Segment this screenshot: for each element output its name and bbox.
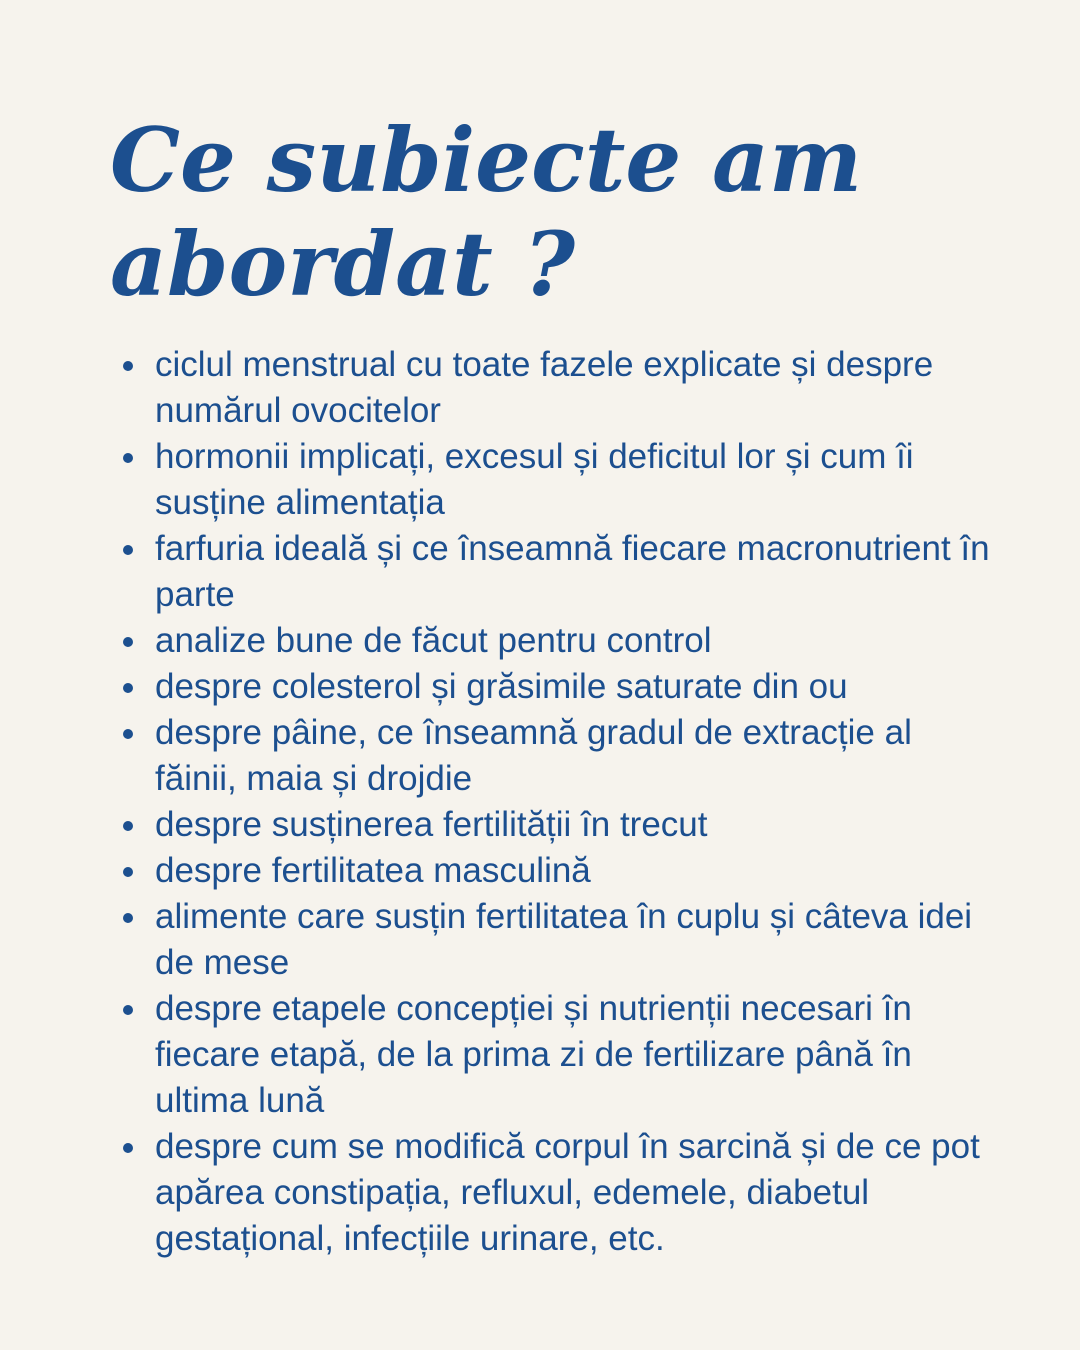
topics-list xyxy=(155,342,995,1262)
list-item-text: despre pâine, ce înseamnă gradul de extracție al făinii, maia și drojdie xyxy=(155,713,912,798)
list-item xyxy=(155,618,995,664)
list-item-text: alimente care susțin fertilitatea în cuplu și câteva idei de mese xyxy=(155,897,973,982)
page-title xyxy=(110,108,1010,316)
bullet-icon xyxy=(123,545,133,555)
list-item-text: despre fertilitatea masculină xyxy=(155,851,591,890)
list-item xyxy=(155,526,995,618)
list-item-text: despre cum se modifică corpul în sarcină și de ce pot apărea constipația, refluxul, edemele, diabetul gestațional, infecțiile urinare, etc. xyxy=(155,1127,980,1258)
bullet-icon xyxy=(123,683,133,693)
list-item-text: despre colesterol și grăsimile saturate din ou xyxy=(155,667,848,706)
bullet-icon xyxy=(123,821,133,831)
list-item xyxy=(155,342,995,434)
list-item xyxy=(155,802,995,848)
bullet-icon xyxy=(123,729,133,739)
bullet-icon xyxy=(123,361,133,371)
list-item xyxy=(155,848,995,894)
list-item-text: farfuria ideală și ce înseamnă fiecare macronutrient în parte xyxy=(155,529,990,614)
list-item xyxy=(155,434,995,526)
list-item-text: hormonii implicați, excesul și deficitul lor și cum îi susține alimentația xyxy=(155,437,914,522)
bullet-icon xyxy=(123,453,133,463)
list-item-text: analize bune de făcut pentru control xyxy=(155,621,712,660)
title-line-2: abordat ? xyxy=(110,212,576,316)
list-item xyxy=(155,1124,995,1262)
list-item-text: despre susținerea fertilității în trecut xyxy=(155,805,708,844)
title-line-1: Ce subiecte am xyxy=(110,108,863,212)
bullet-icon xyxy=(123,1143,133,1153)
list-item xyxy=(155,986,995,1124)
list-item xyxy=(155,664,995,710)
bullet-icon xyxy=(123,637,133,647)
bullet-icon xyxy=(123,1005,133,1015)
list-item-text: ciclul menstrual cu toate fazele explicate și despre numărul ovocitelor xyxy=(155,345,934,430)
list-item-text: despre etapele concepției și nutrienții necesari în fiecare etapă, de la prima zi de fertilizare până în ultima lună xyxy=(155,989,912,1120)
bullet-icon xyxy=(123,867,133,877)
list-item xyxy=(155,894,995,986)
list-item xyxy=(155,710,995,802)
bullet-icon xyxy=(123,913,133,923)
